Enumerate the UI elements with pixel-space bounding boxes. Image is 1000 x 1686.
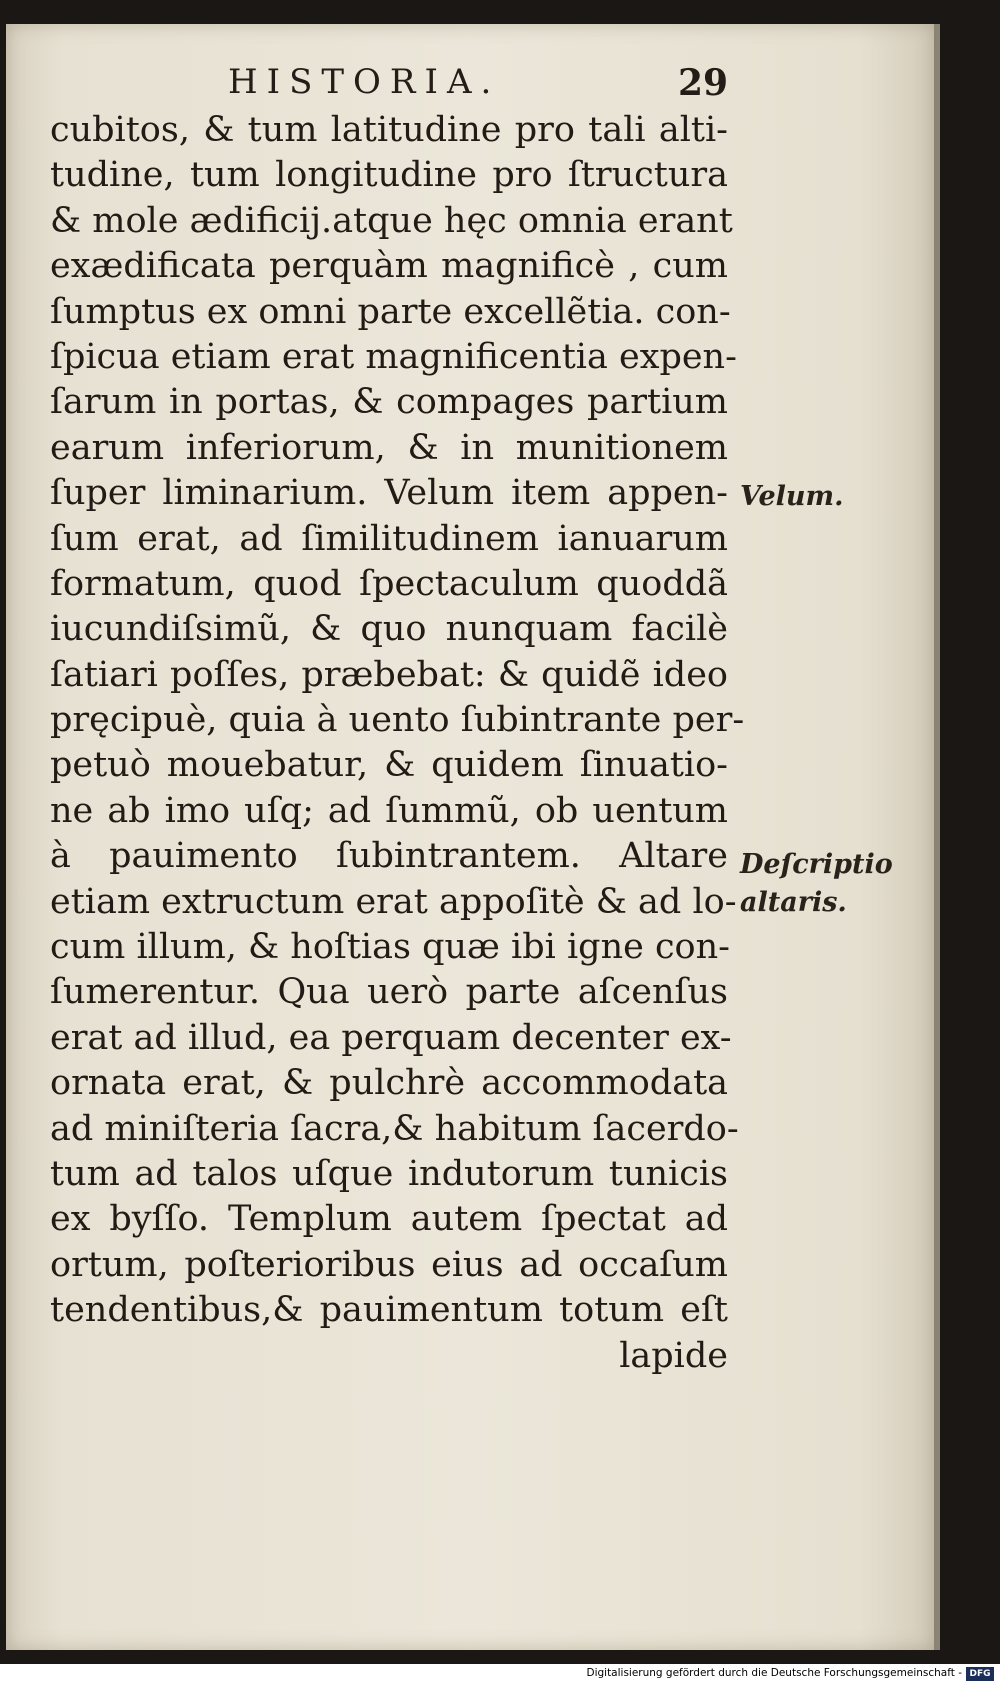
text-line: ſumptus ex omni parte excellẽtia. con- [50, 291, 731, 332]
footer-bar [0, 1664, 1000, 1686]
funding-credit: Digitalisierung gefördert durch die Deutsche Forschungsgemeinschaft - [586, 1667, 962, 1679]
text-line: ne ab imo uſq; ad ſummũ, ob uentum [50, 790, 728, 831]
text-line: tudine, tum longitudine pro ſtructura [50, 155, 728, 196]
text-line: ad miniſteria ſacra,& habitum ſacerdo- [50, 1108, 739, 1149]
text-line: & mole ædificij.atque hęc omnia erant [50, 200, 733, 241]
text-line: ornata erat, & pulchrè accommodata [50, 1063, 728, 1104]
text-line: ſarum in portas, & compages partium [50, 382, 728, 423]
text-line: ſuper liminarium. Velum item appen- [50, 473, 728, 514]
text-line: ſumerentur. Qua uerò parte aſcenſus [50, 972, 728, 1013]
marginal-note-velum: Velum. [740, 481, 844, 512]
marginal-note-descriptio: Deſcriptio [740, 849, 893, 880]
body-text [50, 108, 745, 1379]
text-line: ſum erat, ad ſimilitudinem ianuarum [50, 518, 728, 559]
page-edge [934, 24, 940, 1650]
text-line: exædificata perquàm magnificè , cum [50, 246, 728, 287]
text-line: ſpicua etiam erat magnificentia expen- [50, 336, 737, 377]
text-line: ex byſſo. Templum autem ſpectat ad [50, 1199, 728, 1240]
text-line: ſatiari poſſes, præbebat: & quidẽ ideo [50, 654, 728, 695]
text-line: à pauimento ſubintrantem. Altare [50, 836, 728, 877]
text-line: cubitos, & tum latitudine pro tali alti- [50, 110, 728, 150]
text-line: pręcipuè, quia à uento ſubintrante per- [50, 700, 745, 741]
text-line: cum illum, & hoſtias quæ ibi igne con- [50, 927, 730, 968]
catchword: lapide [619, 1335, 728, 1376]
text-line: tendentibus,& pauimentum totum eſt [50, 1290, 728, 1331]
text-line: erat ad illud, ea perquam decenter ex- [50, 1017, 732, 1058]
text-line: ortum, poſterioribus eius ad occaſum [50, 1244, 728, 1285]
text-line: earum inferiorum, & in munitionem [50, 427, 728, 468]
page-number: 29 [678, 62, 729, 104]
text-line: etiam extructum erat appoſitè & ad lo- [50, 881, 737, 922]
text-line: petuò mouebatur, & quidem ſinuatio- [50, 745, 728, 786]
text-line: formatum, quod ſpectaculum quoddã [50, 563, 728, 604]
dfg-logo: DFG [966, 1667, 994, 1681]
running-title: HISTORIA. [228, 62, 501, 102]
text-line: iucundiſsimũ, & quo nunquam facilè [50, 609, 728, 650]
marginal-note-altaris: altaris. [740, 887, 847, 918]
text-line: tum ad talos uſque indutorum tunicis [50, 1153, 728, 1194]
